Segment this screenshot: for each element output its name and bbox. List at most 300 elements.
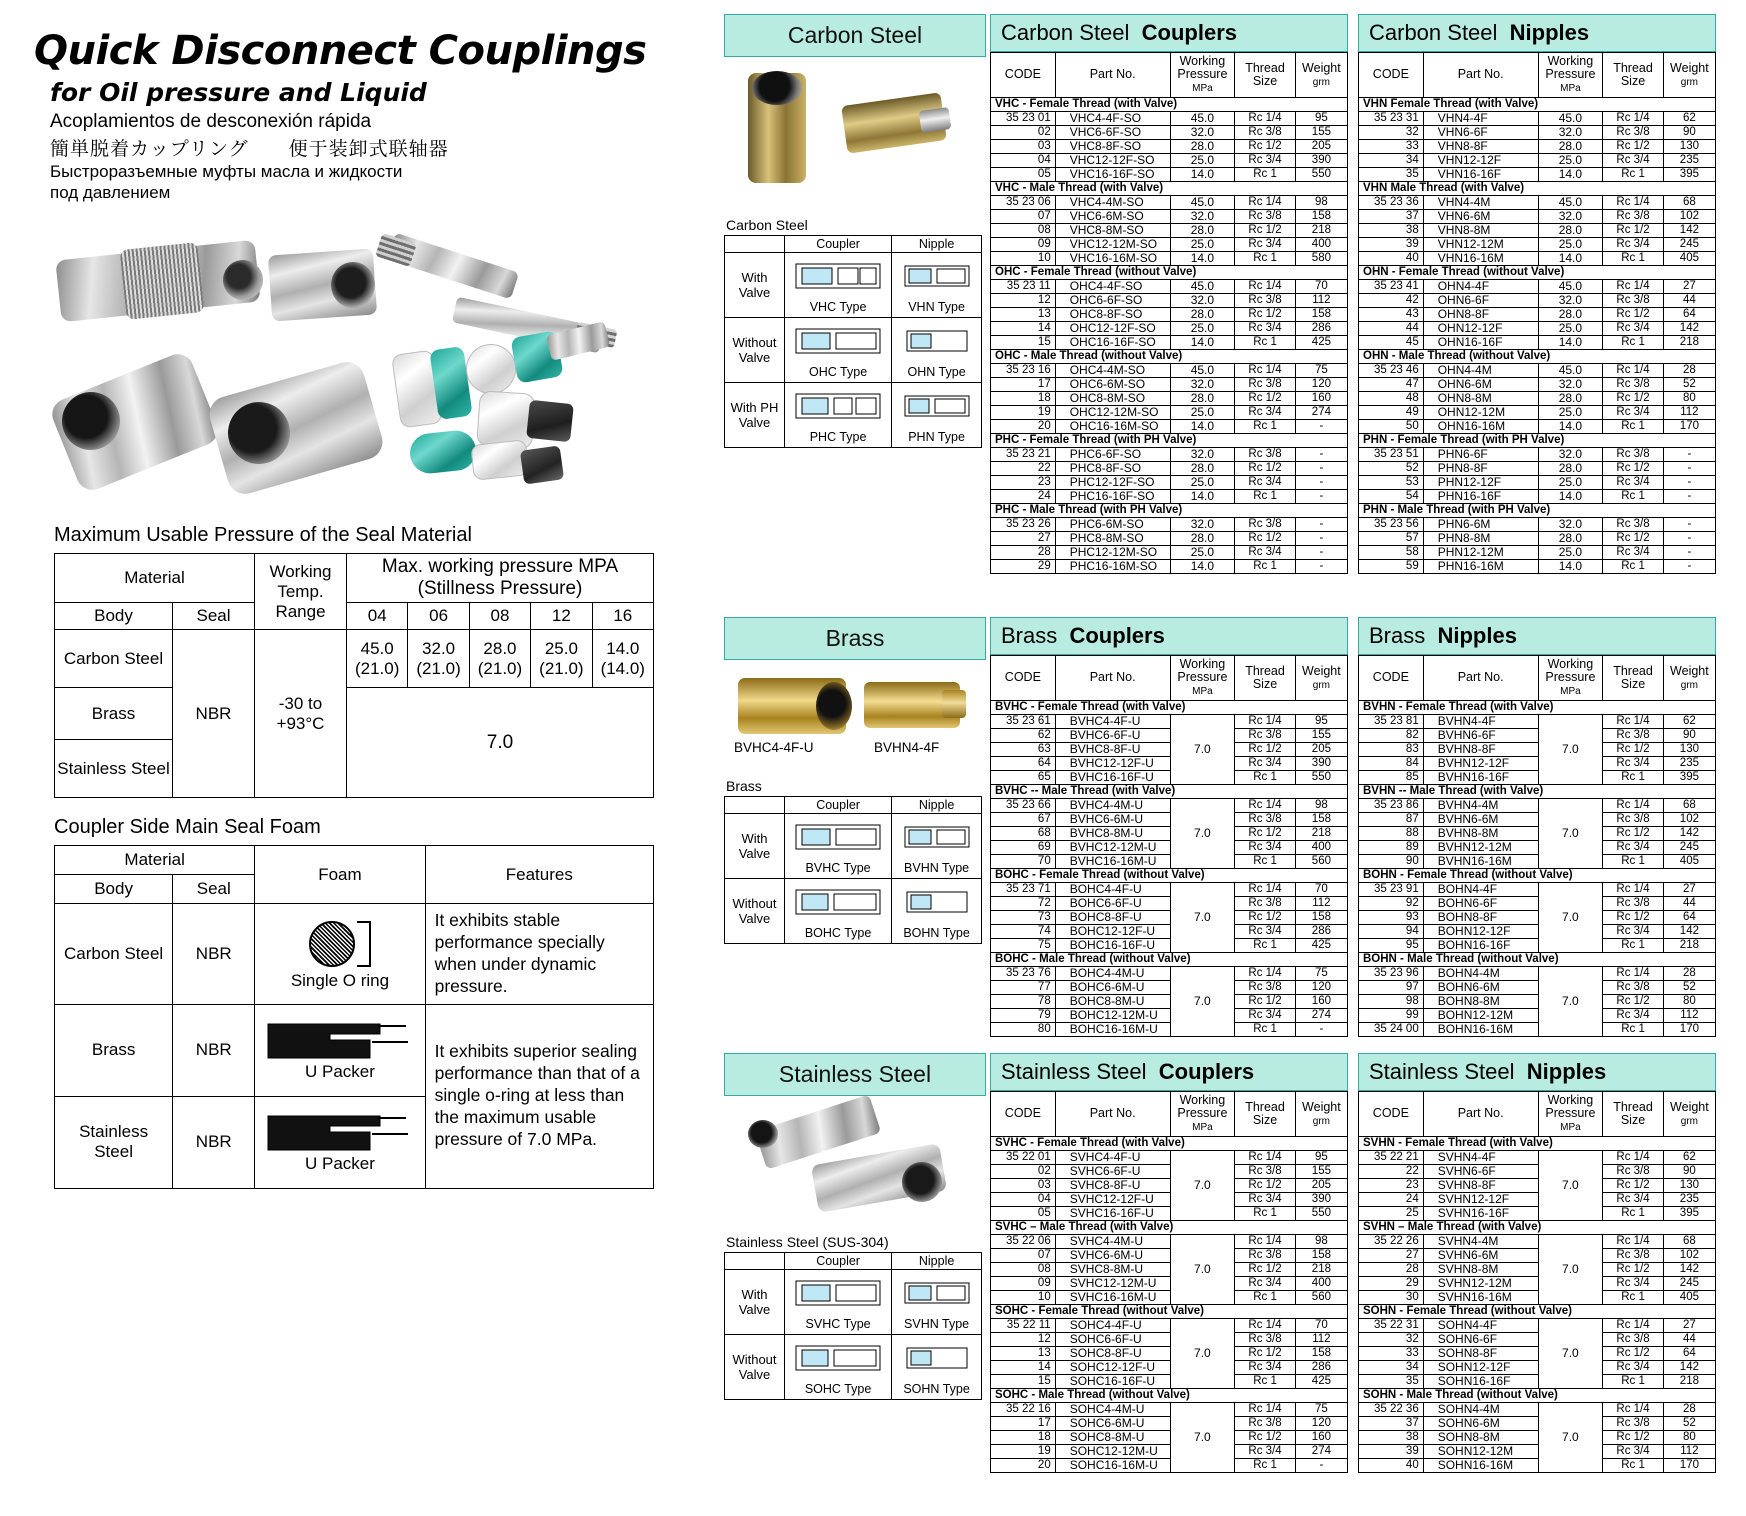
cell-thread-size: Rc 3/4 [1603,1360,1664,1374]
cell-code: 22 [1359,1164,1424,1178]
col-header-part: Part No. [1055,656,1170,701]
table-row [1359,545,1716,559]
table-row [1359,840,1716,854]
size-06: 06 [408,603,469,630]
cell-working-pressure: 28.0 [1538,531,1603,545]
cell-code: 10 [991,1290,1056,1304]
table-row [991,1206,1348,1220]
cs-val-04: 45.0 (21.0) [347,630,408,688]
table-row [1359,1444,1716,1458]
cell-thread-size: Rc 3/8 [1235,447,1296,461]
cell-thread-size: Rc 1/2 [1235,1346,1296,1360]
cell-weight: 160 [1295,391,1347,405]
product-table-carbon-couplers [990,14,1348,574]
cell-working-pressure: 7.0 [1538,1318,1603,1388]
cell-code: 35 23 36 [1359,195,1424,209]
cell-part-no: VHC16-16F-SO [1055,167,1170,181]
col-header-weight: Weight grm [1663,1092,1715,1137]
cell-weight: 274 [1295,1444,1347,1458]
col-header-weight: Weight grm [1295,53,1347,98]
cell-working-pressure: 25.0 [1538,545,1603,559]
pressure-table [54,553,654,798]
cell-thread-size: Rc 1/4 [1603,714,1664,728]
cell-weight: 112 [1295,896,1347,910]
cell-code: 20 [991,419,1056,433]
cell-thread-size: Rc 1 [1235,489,1296,503]
type-cell-phn [892,383,982,448]
table-row [1359,321,1716,335]
cell-weight: 425 [1295,1374,1347,1388]
cell-thread-size: Rc 1 [1603,559,1664,573]
cell-weight: 158 [1295,1346,1347,1360]
col-header-code: CODE [1359,53,1424,98]
type-name-ohc: OHC Type [809,365,868,379]
carbon-coupler-bore [752,71,802,105]
teal-coupler-3 [408,429,478,476]
type-cell-vhc [785,253,892,318]
product-table-stainless-nipples [1358,1053,1716,1473]
page-subtitle: for Oil pressure and Liquid [50,78,427,107]
cell-working-pressure: 7.0 [1538,882,1603,952]
cell-code: 35 22 01 [991,1150,1056,1164]
table-header-row [1359,656,1716,701]
cell-weight: 170 [1663,1458,1715,1472]
type-name-vhc: VHC Type [809,300,867,314]
cell-working-pressure: 28.0 [1538,391,1603,405]
cell-thread-size: Rc 3/4 [1235,237,1296,251]
cell-thread-size: Rc 1 [1603,167,1664,181]
group-label: BVHN - Female Thread (with Valve) [1359,700,1716,714]
cell-working-pressure: 25.0 [1170,475,1235,489]
table-row [725,879,982,944]
cell-thread-size: Rc 1/2 [1603,139,1664,153]
cell-thread-size: Rc 1/4 [1603,1318,1664,1332]
cell-part-no: SVHC6-6F-U [1055,1164,1170,1178]
table-group-header [1359,349,1716,363]
cell-weight: - [1663,559,1715,573]
table-group-header [1359,868,1716,882]
cell-working-pressure: 28.0 [1170,531,1235,545]
table-row [991,153,1348,167]
table-banner-kind: Nipples [1509,20,1590,45]
table-row [991,461,1348,475]
cell-part-no: BOHC6-6M-U [1055,980,1170,994]
product-photo-montage [48,216,648,506]
cell-code: 78 [991,994,1056,1008]
cell-thread-size: Rc 3/8 [1235,517,1296,531]
cell-code: 17 [991,1416,1056,1430]
cell-working-pressure: 28.0 [1538,307,1603,321]
bohc-diagram-icon [786,880,890,926]
cell-thread-size: Rc 1 [1603,1458,1664,1472]
cell-weight: 44 [1663,896,1715,910]
cell-part-no: BVHN4-4M [1423,798,1538,812]
cell-thread-size: Rc 1/4 [1603,966,1664,980]
cell-thread-size: Rc 3/8 [1603,125,1664,139]
cell-working-pressure: 45.0 [1538,111,1603,125]
table-row [991,1022,1348,1036]
type-cell-bohn [892,879,982,944]
cell-code: 90 [1359,854,1424,868]
table-header-row [1359,53,1716,98]
cell-part-no: VHC8-8F-SO [1055,139,1170,153]
table-row [991,924,1348,938]
table-row [991,377,1348,391]
cs-val-08: 28.0 (21.0) [469,630,530,688]
cell-part-no: SOHN12-12F [1423,1360,1538,1374]
type-cell-sohn [892,1335,982,1400]
cell-thread-size: Rc 3/4 [1235,1276,1296,1290]
cell-working-pressure: 28.0 [1170,223,1235,237]
cell-code: 28 [991,545,1056,559]
material-panel-carbon-steel [724,14,986,448]
type-row-label-with-valve: With Valve [725,1270,785,1335]
type-cell-vhn [892,253,982,318]
foam-row2-features: It exhibits superior sealing performance than that of a single o-ring at less than the maximum usable pressure of 7.0 MPa. [425,1004,653,1188]
cell-working-pressure: 14.0 [1538,167,1603,181]
table-row [991,798,1348,812]
cell-weight: 120 [1295,1416,1347,1430]
cell-part-no: BVHC12-12F-U [1055,756,1170,770]
left-column [30,10,650,1189]
type-cell-phc [785,383,892,448]
cell-weight: 112 [1295,1332,1347,1346]
cs-val-12: 25.0 (21.0) [531,630,592,688]
black-fitting-2 [520,445,564,484]
table-banner-material: Stainless Steel [1369,1059,1515,1084]
cell-part-no: SVHC12-12F-U [1055,1192,1170,1206]
cell-part-no: BOHC12-12M-U [1055,1008,1170,1022]
cell-weight: 52 [1663,1416,1715,1430]
cell-working-pressure: 28.0 [1170,139,1235,153]
cell-code: 68 [991,826,1056,840]
cell-weight: 52 [1663,980,1715,994]
cell-part-no: PHC12-12F-SO [1055,475,1170,489]
table-group-header [991,700,1348,714]
vhc-diagram-icon [786,254,890,300]
cell-part-no: SOHN16-16F [1423,1374,1538,1388]
cell-part-no: SOHN12-12M [1423,1444,1538,1458]
brass-photo-label-coupler: BVHC4-4F-U [734,740,814,755]
cell-code: 45 [1359,335,1424,349]
cell-thread-size: Rc 1/2 [1235,1262,1296,1276]
table-row [1359,1290,1716,1304]
cell-working-pressure: 25.0 [1170,545,1235,559]
cell-weight: 64 [1663,910,1715,924]
table-row [1359,139,1716,153]
table-row [991,1416,1348,1430]
cell-weight: - [1295,517,1347,531]
cell-working-pressure: 32.0 [1538,447,1603,461]
cell-working-pressure: 14.0 [1538,489,1603,503]
cell-thread-size: Rc 1/4 [1603,1234,1664,1248]
col-header-thread: Thread Size [1603,53,1664,98]
table-banner-material: Brass [1369,623,1426,648]
cell-code: 18 [991,391,1056,405]
foam-header-features: Features [425,846,653,904]
cell-thread-size: Rc 3/4 [1235,924,1296,938]
cell-thread-size: Rc 3/8 [1235,209,1296,223]
cell-code: 35 22 26 [1359,1234,1424,1248]
cell-weight: 80 [1663,391,1715,405]
cell-code: 08 [991,1262,1056,1276]
cell-thread-size: Rc 1 [1235,559,1296,573]
cell-weight: - [1295,1022,1347,1036]
col-header-weight: Weight grm [1295,656,1347,701]
table-row [1359,391,1716,405]
cell-code: 12 [991,1332,1056,1346]
cell-weight: - [1295,559,1347,573]
table-row [1359,125,1716,139]
cell-weight: 170 [1663,1022,1715,1036]
cell-part-no: SOHC6-6M-U [1055,1416,1170,1430]
cell-part-no: BVHC4-4M-U [1055,798,1170,812]
cell-weight: 274 [1295,405,1347,419]
table-group-header [991,784,1348,798]
table-group-header [991,503,1348,517]
cell-working-pressure: 25.0 [1538,405,1603,419]
cell-working-pressure: 32.0 [1170,125,1235,139]
cell-code: 22 [991,461,1056,475]
cell-part-no: SVHC4-4M-U [1055,1234,1170,1248]
cell-weight: - [1663,447,1715,461]
table-banner-kind: Couplers [1141,20,1238,45]
table-row [1359,489,1716,503]
cell-part-no: BVHN12-12F [1423,756,1538,770]
cell-thread-size: Rc 1/2 [1235,910,1296,924]
table-row [1359,1206,1716,1220]
col-header-part: Part No. [1423,1092,1538,1137]
col-header-weight: Weight grm [1663,53,1715,98]
table-banner-kind: Couplers [1069,623,1165,648]
cell-part-no: PHN12-12F [1423,475,1538,489]
cell-code: 64 [991,756,1056,770]
cell-weight: 44 [1663,1332,1715,1346]
cell-code: 59 [1359,559,1424,573]
cell-part-no: SVHN4-4F [1423,1150,1538,1164]
table-row [1359,826,1716,840]
product-table-brass-couplers [990,617,1348,1037]
cell-code: 35 22 16 [991,1402,1056,1416]
cell-weight: 90 [1663,728,1715,742]
cell-part-no: BVHC12-12M-U [1055,840,1170,854]
table-row [1359,966,1716,980]
cell-working-pressure: 14.0 [1538,335,1603,349]
foam-row1-foam-label: Single O ring [290,970,390,990]
cell-code: 62 [991,728,1056,742]
cell-code: 53 [1359,475,1424,489]
cell-thread-size: Rc 1 [1235,938,1296,952]
table-row [1359,1458,1716,1472]
cell-part-no: VHC4-4F-SO [1055,111,1170,125]
table-row [55,904,654,1005]
cell-thread-size: Rc 3/4 [1235,545,1296,559]
cell-code: 37 [1359,1416,1424,1430]
cell-thread-size: Rc 1/2 [1235,994,1296,1008]
cell-thread-size: Rc 1/2 [1603,223,1664,237]
title-russian-2: под давлением [50,182,171,202]
cell-part-no: OHN6-6M [1423,377,1538,391]
cell-code: 67 [991,812,1056,826]
cell-part-no: OHN4-4M [1423,363,1538,377]
table-row [991,966,1348,980]
cell-weight: 27 [1663,279,1715,293]
group-label: SOHC - Female Thread (without Valve) [991,1304,1348,1318]
type-cell-svhc [785,1270,892,1335]
table-group-header [991,952,1348,966]
cell-part-no: OHN16-16F [1423,335,1538,349]
cell-code: 14 [991,1360,1056,1374]
type-cell-sohc [785,1335,892,1400]
cell-code: 28 [1359,1262,1424,1276]
foam-row1-features: It exhibits stable performance specially when under dynamic pressure. [425,904,653,1005]
cell-code: 35 23 06 [991,195,1056,209]
cell-part-no: BOHN8-8M [1423,994,1538,1008]
cell-working-pressure: 7.0 [1538,714,1603,784]
cell-weight: 400 [1295,1276,1347,1290]
coupler-photo-2-bore [331,262,375,308]
cell-weight: 405 [1663,251,1715,265]
product-table [1358,655,1716,1037]
cell-thread-size: Rc 1 [1235,335,1296,349]
cell-thread-size: Rc 1/2 [1235,1430,1296,1444]
table-row [991,167,1348,181]
carbon-steel-caption: Carbon Steel [726,217,808,233]
cell-code: 98 [1359,994,1424,1008]
cell-part-no: SVHN12-12F [1423,1192,1538,1206]
cell-part-no: VHC16-16M-SO [1055,251,1170,265]
cell-thread-size: Rc 3/4 [1235,321,1296,335]
cell-weight: - [1295,419,1347,433]
cell-working-pressure: 14.0 [1170,167,1235,181]
table-row [725,1270,982,1335]
table-row [1359,994,1716,1008]
row-body-brass: Brass [55,688,173,740]
cell-code: 35 23 41 [1359,279,1424,293]
table-row [991,1332,1348,1346]
cell-weight: 560 [1295,1290,1347,1304]
cell-part-no: SOHC6-6F-U [1055,1332,1170,1346]
table-row [1359,475,1716,489]
cell-working-pressure: 7.0 [1170,1234,1235,1304]
cell-working-pressure: 14.0 [1170,489,1235,503]
cell-thread-size: Rc 1 [1235,419,1296,433]
cell-code: 73 [991,910,1056,924]
table-row [1359,447,1716,461]
brass-caption: Brass [726,778,762,794]
cell-code: 65 [991,770,1056,784]
cell-part-no: SOHN6-6F [1423,1332,1538,1346]
carbon-steel-photo [724,63,986,213]
cell-weight: 112 [1663,1008,1715,1022]
table-row [991,251,1348,265]
group-label: BOHC - Female Thread (without Valve) [991,868,1348,882]
cell-working-pressure: 25.0 [1538,153,1603,167]
cell-part-no: VHN12-12M [1423,237,1538,251]
cell-thread-size: Rc 3/4 [1603,1192,1664,1206]
type-row-label-without-valve: Without Valve [725,318,785,383]
cell-weight: - [1295,447,1347,461]
cell-thread-size: Rc 1/2 [1235,307,1296,321]
col-header-thread: Thread Size [1603,1092,1664,1137]
brass-ss-pressure: 7.0 [347,688,654,798]
table-row [1359,770,1716,784]
group-label: SOHN - Male Thread (without Valve) [1359,1388,1716,1402]
cell-weight: 218 [1663,1374,1715,1388]
cell-weight: 400 [1295,237,1347,251]
cell-thread-size: Rc 1 [1235,167,1296,181]
cell-working-pressure: 25.0 [1170,237,1235,251]
cell-weight: 218 [1295,826,1347,840]
cell-part-no: OHC8-8F-SO [1055,307,1170,321]
col-header-wp: Working Pressure MPa [1538,656,1603,701]
svhc-diagram-icon [786,1271,890,1317]
table-row [1359,1346,1716,1360]
cell-code: 27 [1359,1248,1424,1262]
cell-part-no: BOHC4-4F-U [1055,882,1170,896]
cell-thread-size: Rc 1 [1603,419,1664,433]
cell-code: 80 [991,1022,1056,1036]
cell-weight: 112 [1295,293,1347,307]
cell-weight: 120 [1295,377,1347,391]
cell-code: 35 23 51 [1359,447,1424,461]
cs-val-16: 14.0 (14.0) [592,630,653,688]
table-row [1359,812,1716,826]
cell-thread-size: Rc 1/2 [1603,1262,1664,1276]
table-header-row [1359,1092,1716,1137]
cs-val-06: 32.0 (21.0) [408,630,469,688]
cell-part-no: PHC16-16F-SO [1055,489,1170,503]
cell-thread-size: Rc 1/4 [1603,882,1664,896]
table-banner-material: Carbon Steel [1369,20,1498,45]
product-table-stainless-couplers [990,1053,1348,1473]
group-label: BOHN - Female Thread (without Valve) [1359,868,1716,882]
cell-code: 23 [1359,1178,1424,1192]
cell-part-no: VHN8-8F [1423,139,1538,153]
cell-thread-size: Rc 1/4 [1235,279,1296,293]
cell-weight: 286 [1295,1360,1347,1374]
cell-weight: 235 [1663,756,1715,770]
table-row [725,318,982,383]
cell-part-no: VHC12-12M-SO [1055,237,1170,251]
group-label: VHC - Male Thread (with Valve) [991,181,1348,195]
col-header-code: CODE [1359,656,1424,701]
table-row [991,1164,1348,1178]
cell-weight: - [1295,489,1347,503]
table-row [1359,1150,1716,1164]
group-label: BVHN -- Male Thread (with Valve) [1359,784,1716,798]
type-cell-ohc [785,318,892,383]
cell-thread-size: Rc 1 [1603,938,1664,952]
cell-thread-size: Rc 1/2 [1235,742,1296,756]
cell-weight: 425 [1295,335,1347,349]
cell-part-no: OHC6-6F-SO [1055,293,1170,307]
ohc-diagram-icon [786,319,890,365]
phn-diagram-icon [893,384,980,430]
cell-code: 89 [1359,840,1424,854]
cell-weight: 235 [1663,153,1715,167]
cell-working-pressure: 7.0 [1538,966,1603,1036]
group-label: SVHN - Female Thread (with Valve) [1359,1136,1716,1150]
cell-thread-size: Rc 3/4 [1603,545,1664,559]
table-row [991,812,1348,826]
cell-working-pressure: 32.0 [1538,377,1603,391]
cell-part-no: OHC12-12M-SO [1055,405,1170,419]
cell-part-no: OHC12-12F-SO [1055,321,1170,335]
table-group-header [1359,784,1716,798]
cell-thread-size: Rc 3/4 [1603,321,1664,335]
group-label: BVHC -- Male Thread (with Valve) [991,784,1348,798]
